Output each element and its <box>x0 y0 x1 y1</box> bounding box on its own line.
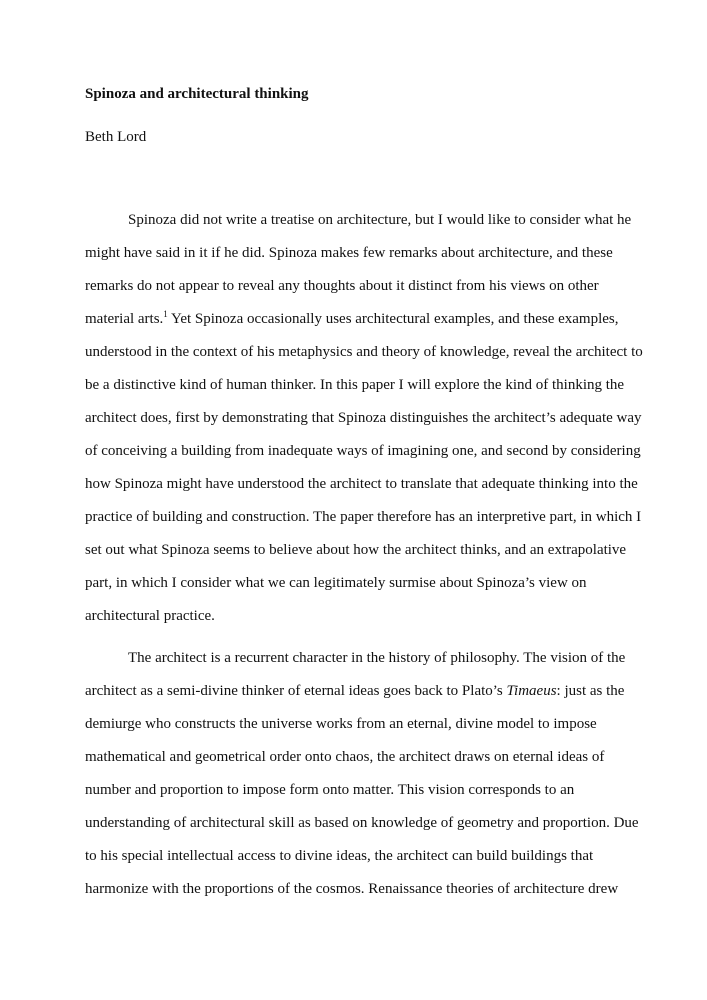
line-text: : just as the <box>556 683 625 699</box>
paragraph-line: remarks do not appear to reveal any thoughts about it distinct from his views on other <box>85 278 599 294</box>
paragraph-line: architectural practice. <box>85 608 215 624</box>
line-text: architect as a semi-divine thinker of eternal ideas goes back to Plato’s <box>85 683 507 699</box>
paragraph-line: might have said in it if he did. Spinoza makes few remarks about architecture, and these <box>85 245 613 261</box>
paragraph-line: of conceiving a building from inadequate ways of imagining one, and second by considering <box>85 443 641 459</box>
line-text: material arts. <box>85 311 164 327</box>
paragraph-line: harmonize with the proportions of the cosmos. Renaissance theories of architecture drew <box>85 881 619 897</box>
paragraph-line: number and proportion to impose form onto matter. This vision corresponds to an <box>85 782 575 798</box>
paragraph-line: practice of building and construction. The paper therefore has an interpretive part, in which I <box>85 509 642 525</box>
italic-title: Timaeus <box>506 683 557 699</box>
paper-title: Spinoza and architectural thinking <box>85 86 309 102</box>
paragraph-line: set out what Spinoza seems to believe about how the architect thinks, and an extrapolative <box>85 542 627 558</box>
line-text: Yet Spinoza occasionally uses architectural examples, and these examples, <box>167 311 619 327</box>
paragraph-line: understood in the context of his metaphysics and theory of knowledge, reveal the architect to <box>85 344 643 360</box>
paragraph-line <box>85 309 619 329</box>
paragraph-line: demiurge who constructs the universe works from an eternal, divine model to impose <box>85 716 597 732</box>
paper-author: Beth Lord <box>85 129 147 145</box>
paragraph-line: architect does, first by demonstrating that Spinoza distinguishes the architect’s adequate way <box>85 410 642 426</box>
paragraph-line: be a distinctive kind of human thinker. In this paper I will explore the kind of thinking the <box>85 377 625 393</box>
paragraph-line: Spinoza did not write a treatise on architecture, but I would like to consider what he <box>128 212 632 228</box>
paragraph-line: The architect is a recurrent character in the history of philosophy. The vision of the <box>128 650 626 666</box>
paragraph-line: mathematical and geometrical order onto chaos, the architect draws on eternal ideas of <box>85 749 605 765</box>
paragraph-line <box>85 681 624 701</box>
paragraph-line: understanding of architectural skill as based on knowledge of geometry and proportion. Due <box>85 815 639 831</box>
paragraph-line: how Spinoza might have understood the architect to translate that adequate thinking into the <box>85 476 638 492</box>
footnote-marker[interactable]: 1 <box>163 309 168 319</box>
paragraph-line: to his special intellectual access to divine ideas, the architect can build buildings that <box>85 848 594 864</box>
paragraph-line: part, in which I consider what we can legitimately surmise about Spinoza’s view on <box>85 575 587 591</box>
